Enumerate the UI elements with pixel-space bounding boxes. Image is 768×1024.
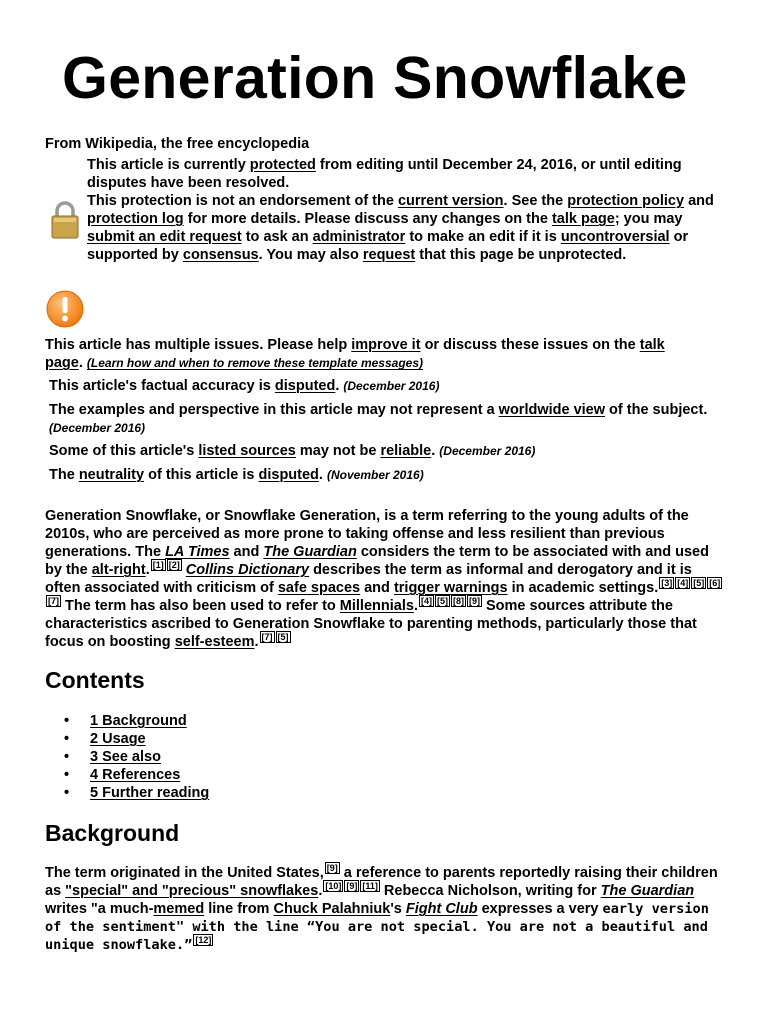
toc-item (64, 730, 209, 748)
chuck-palahniuk-link[interactable]: Chuck Palahniuk (273, 901, 391, 917)
alt-right-link[interactable]: alt-right (91, 562, 146, 578)
reliable-link[interactable]: reliable (380, 443, 432, 459)
toc-link-further-reading[interactable]: 5 Further reading (90, 785, 210, 801)
consensus-link[interactable]: consensus (182, 247, 259, 263)
special-precious-snowflakes-link[interactable]: "special" and "precious" snowflakes (65, 883, 319, 899)
citation-ref[interactable]: [8] (452, 596, 464, 606)
talk-page-link[interactable]: talk page (551, 211, 615, 227)
citation-ref[interactable]: [9] (468, 596, 480, 606)
submit-edit-request-link[interactable]: submit an edit request (87, 229, 242, 245)
issue-neutrality: The neutrality of this article is disputed. (November 2016) (49, 467, 424, 483)
citation-ref[interactable]: [4] (677, 578, 689, 588)
fight-club-link[interactable]: Fight Club (405, 901, 478, 917)
citation-ref[interactable]: [6] (709, 578, 721, 588)
issue-worldwide-view: The examples and perspective in this article may not represent a worldwide view of the subject. (December 2016) (49, 402, 708, 435)
background-heading: Background (45, 820, 180, 846)
guardian-link-background[interactable]: The Guardian (600, 883, 695, 899)
toc-item (64, 766, 209, 784)
lock-icon (50, 200, 80, 240)
collins-dictionary-link[interactable]: Collins Dictionary (185, 562, 310, 578)
trigger-warnings-link[interactable]: trigger warnings (393, 580, 508, 596)
improve-it-link[interactable]: improve it (351, 337, 421, 353)
citation-ref[interactable]: [12] (195, 935, 212, 945)
toc-link-usage[interactable]: 2 Usage (90, 731, 146, 747)
citation-ref[interactable]: [2] (168, 560, 180, 570)
protection-notice: This article is currently protected from editing until December 24, 2016, or until editing disputes have been resolved. This protection is not an endorsement of the current version. See the protection policy and protection log for more details. Please discuss any changes on the talk page; you may submit an edit request to ask an administrator to make an edit if it is uncontroversial or supported by consensus. You may also request that this page be unprotected. (87, 157, 714, 263)
issue-factual-accuracy: This article's factual accuracy is disputed. (December 2016) (49, 378, 440, 394)
citation-ref[interactable]: [7] (261, 632, 273, 642)
table-of-contents (64, 712, 209, 802)
citation-ref[interactable]: [11] (362, 881, 378, 891)
toc-link-references[interactable]: 4 References (90, 767, 181, 783)
toc-item (64, 748, 209, 766)
toc-item (64, 712, 209, 730)
la-times-link[interactable]: LA Times (165, 544, 230, 560)
current-version-link[interactable]: current version (397, 193, 504, 209)
protected-link[interactable]: protected (249, 157, 316, 173)
the-guardian-link[interactable]: The Guardian (263, 544, 357, 560)
protection-policy-link[interactable]: protection policy (567, 193, 685, 209)
administrator-link[interactable]: administrator (312, 229, 406, 245)
citation-ref[interactable]: [10] (325, 881, 342, 891)
citation-ref[interactable]: [5] (277, 632, 289, 642)
uncontroversial-link[interactable]: uncontroversial (560, 229, 670, 245)
toc-link-background[interactable]: 1 Background (90, 713, 187, 729)
toc-item (64, 784, 209, 802)
safe-spaces-link[interactable]: safe spaces (277, 580, 361, 596)
intro-paragraph: Generation Snowflake, or Snowflake Generation, is a term referring to the young adults of the 2010s, who are perceived as more prone to taking offense and less resilient than previous generations. The LA Times and The Guardian considers the term to be associated with and used by the alt-right. [1] [2] Collins Dictionary describes the term as informal and derogatory and it is often associated with criticism of safe spaces and trigger warnings in academic settings. [3] [4] [5] [6][7] The term has also been used to refer to Millennials. [4] [5] [8] [9] Some sources attribute the characteristics ascribed to Generation Snowflake to parenting methods, particularly those that focus on boosting self-esteem. [7] [5] (45, 508, 721, 650)
citation-ref[interactable]: [3] (661, 578, 673, 588)
citation-ref[interactable]: [9] (346, 881, 358, 891)
citation-ref[interactable]: [5] (436, 596, 448, 606)
worldwide-view-link[interactable]: worldwide view (498, 402, 606, 418)
self-esteem-link[interactable]: self-esteem (174, 634, 255, 650)
contents-heading: Contents (45, 667, 145, 693)
request-unprotection-link[interactable]: request (362, 247, 416, 263)
issues-talk-page-link[interactable]: talk page (45, 337, 665, 371)
page-title: Generation Snowflake (62, 45, 688, 111)
source-line: From Wikipedia, the free encyclopedia (45, 136, 310, 152)
learn-remove-templates-link[interactable]: (Learn how and when to remove these template messages) (86, 356, 423, 370)
citation-ref[interactable]: [9] (326, 863, 338, 873)
citation-ref[interactable]: [1] (152, 560, 164, 570)
disputed-link[interactable]: disputed (274, 378, 336, 394)
citation-ref[interactable]: [7] (48, 596, 59, 606)
protection-log-link[interactable]: protection log (87, 211, 184, 227)
warning-icon (46, 290, 84, 328)
citation-ref[interactable]: [4] (420, 596, 432, 606)
multiple-issues-notice: This article has multiple issues. Please help improve it or discuss these issues on the talk page. (Learn how and when to remove these template messages) (45, 337, 665, 371)
neutrality-disputed-link[interactable]: disputed (258, 467, 319, 483)
background-paragraph: The term originated in the United States, [9] a reference to parents reportedly raising their children as "special" and "precious" snowflakes. [10] [9] [11] Rebecca Nicholson, writing for The Guardian writes "a much-memed line from Chuck Palahniuk's Fight Club expresses a very early version of the sentiment" with the line “You are not special. You are not a beautiful and unique snowflake.” [12] (45, 863, 718, 953)
neutrality-link[interactable]: neutrality (78, 467, 145, 483)
listed-sources-link[interactable]: listed sources (198, 443, 296, 459)
issue-reliable-sources: Some of this article's listed sources may not be reliable. (December 2016) (49, 443, 536, 459)
memed-link[interactable]: memed (153, 901, 205, 917)
citation-ref[interactable]: [5] (693, 578, 705, 588)
toc-link-see-also[interactable]: 3 See also (90, 749, 161, 765)
millennials-link[interactable]: Millennials (339, 598, 414, 614)
